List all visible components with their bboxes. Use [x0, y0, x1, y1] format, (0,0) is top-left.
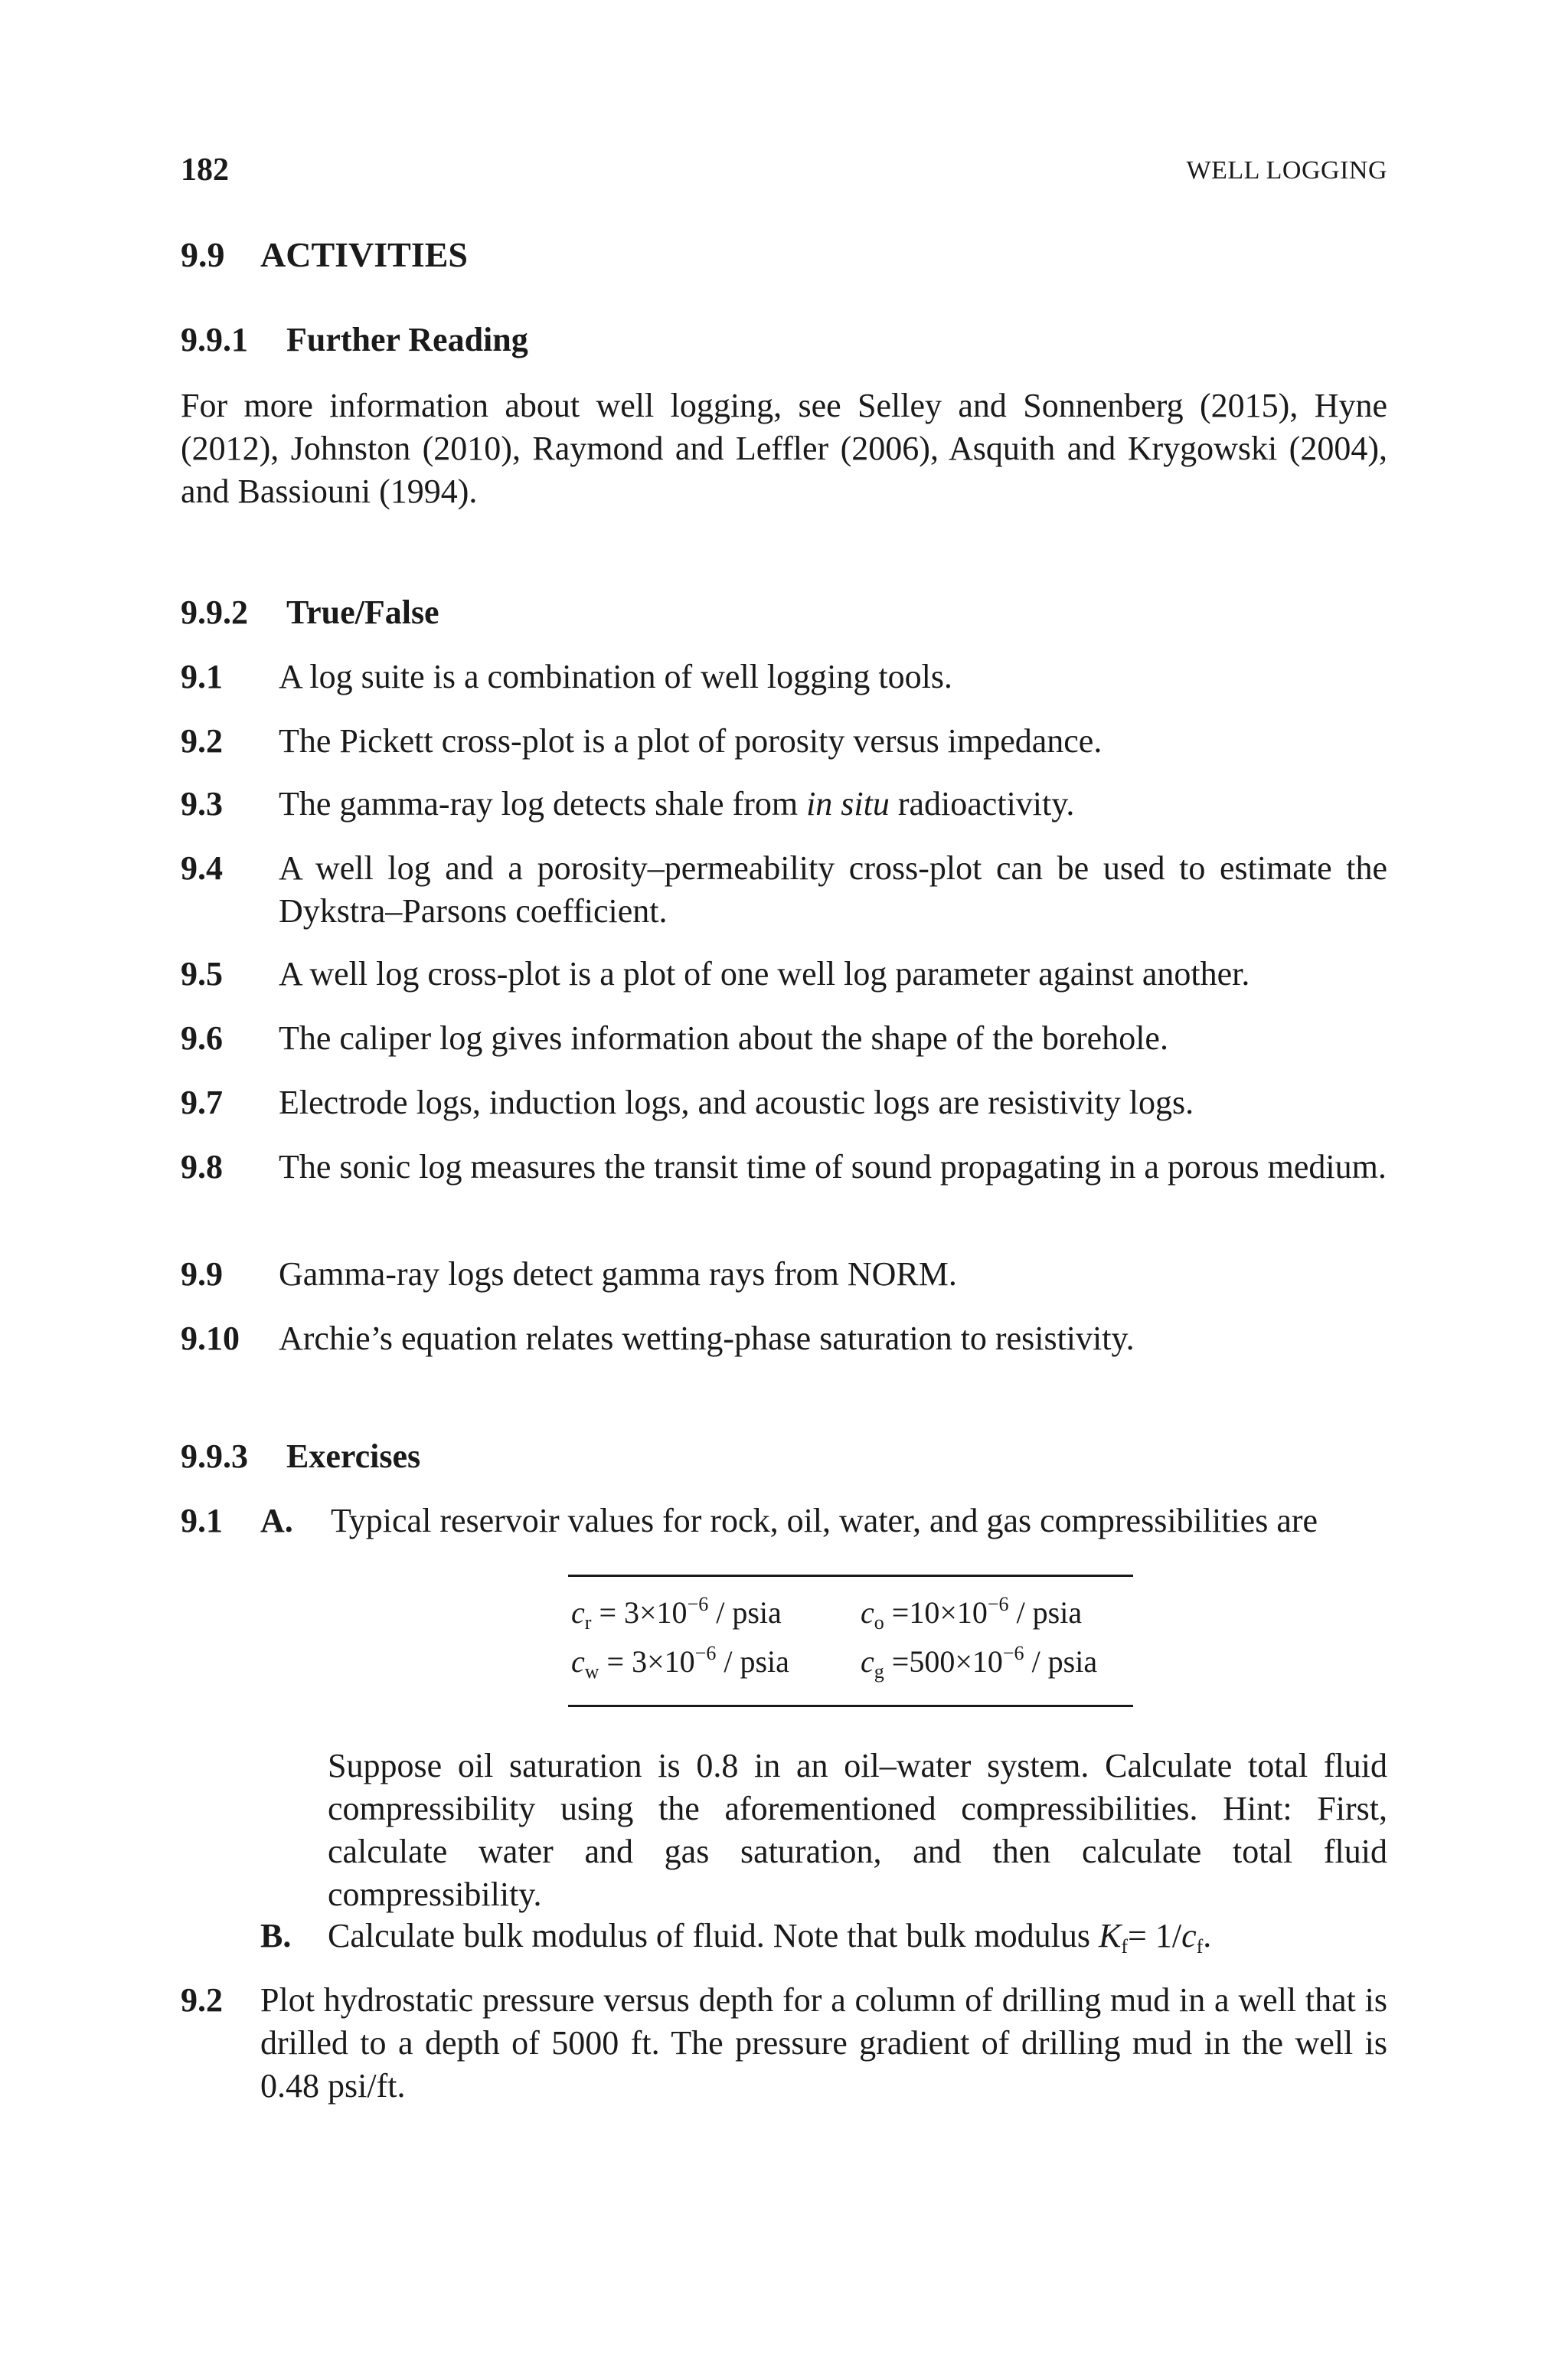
symbol-c: c: [1181, 1917, 1197, 1954]
table-top-rule: [568, 1575, 1133, 1577]
item-number: 9.2: [181, 722, 223, 760]
item-text: [279, 783, 1387, 826]
compressibility-cg: [861, 1642, 1098, 1683]
exercise-number: 9.1: [181, 1502, 223, 1539]
table-bottom-rule: [568, 1705, 1133, 1707]
item-text: The Pickett cross-plot is a plot of porosity versus impedance.: [279, 722, 1102, 760]
part-text: [328, 1915, 1211, 1958]
eq: = 3×10: [591, 1595, 688, 1630]
symbol-k-sub: f: [1121, 1935, 1129, 1958]
var: c: [861, 1644, 874, 1679]
item-text-part: radioactivity.: [889, 785, 1075, 823]
exp: −6: [694, 1642, 717, 1664]
item-number: 9.5: [181, 955, 223, 993]
item-text: The caliper log gives information about the shape of the borehole.: [279, 1019, 1168, 1057]
part-b-end: .: [1203, 1917, 1212, 1954]
part-b-eq: = 1/: [1128, 1917, 1182, 1954]
var: c: [571, 1595, 585, 1630]
symbol-c-sub: f: [1196, 1935, 1204, 1958]
exp: −6: [687, 1593, 709, 1615]
true-false-title: True/False: [286, 594, 439, 631]
exercises-number: 9.9.3: [181, 1437, 248, 1475]
var-sub: g: [874, 1660, 884, 1683]
eq: =10×10: [884, 1595, 988, 1630]
true-false-item: [181, 847, 1387, 933]
true-false-item: [181, 656, 1387, 698]
eq: = 3×10: [599, 1644, 695, 1679]
var: c: [571, 1644, 585, 1679]
section-heading: [181, 234, 468, 275]
unit: / psia: [1008, 1595, 1083, 1630]
item-text: The sonic log measures the transit time of sound propagating in a porous medium.: [279, 1148, 1387, 1186]
true-false-item: [181, 1146, 1387, 1189]
exercise-9-1-part-a-intro: [181, 1500, 1387, 1542]
exercise-9-2: [181, 1979, 1387, 2108]
exercise-text: Plot hydrostatic pressure versus depth for a column of drilling mud in a well that is drilled to a depth of 5000 ft. The pressure gradient of drilling mud in the well is 0.48 psi/ft.: [260, 1981, 1387, 2105]
part-intro: Typical reservoir values for rock, oil, water, and gas compressibilities are: [331, 1502, 1318, 1539]
part-label: A.: [260, 1502, 293, 1539]
true-false-number: 9.9.2: [181, 594, 248, 631]
page-number: 182: [181, 152, 229, 188]
item-number: 9.3: [181, 785, 223, 823]
true-false-heading: [181, 593, 439, 632]
unit: / psia: [716, 1644, 789, 1679]
section-number: 9.9: [181, 235, 225, 274]
item-number: 9.8: [181, 1148, 223, 1186]
item-text: Gamma-ray logs detect gamma rays from NORM.: [279, 1255, 957, 1293]
further-reading-title: Further Reading: [286, 321, 528, 358]
var-sub: o: [874, 1611, 884, 1634]
true-false-item: [181, 1253, 1387, 1296]
section-title: ACTIVITIES: [260, 235, 468, 274]
true-false-item: [181, 1081, 1387, 1124]
item-text-part: The gamma-ray log detects shale from: [279, 785, 807, 823]
item-text-italic: in situ: [806, 785, 890, 823]
item-number: 9.4: [181, 849, 223, 887]
exercises-heading: [181, 1437, 420, 1476]
var: c: [861, 1595, 874, 1630]
compressibility-cw: [571, 1642, 789, 1683]
var-sub: r: [584, 1611, 592, 1634]
true-false-item: [181, 783, 1387, 826]
compressibility-cr: [571, 1593, 782, 1634]
exercise-9-1-part-a-text: Suppose oil saturation is 0.8 in an oil–water system. Calculate total fluid compressibility using the aforementioned compressibilities. Hint: First, calculate water and gas saturation, and then calculate total fluid compressibility.: [328, 1747, 1387, 1913]
further-reading-heading: [181, 320, 528, 359]
unit: / psia: [1024, 1644, 1098, 1679]
exercise-number: 9.2: [181, 1981, 223, 2019]
item-text: Archie’s equation relates wetting-phase saturation to resistivity.: [279, 1320, 1135, 1357]
item-text: A well log cross-plot is a plot of one well log parameter against another.: [279, 955, 1250, 993]
true-false-item: [181, 953, 1387, 996]
exp: −6: [1002, 1642, 1024, 1664]
part-label: B.: [260, 1917, 292, 1954]
true-false-item: [181, 1017, 1387, 1060]
true-false-item: [181, 720, 1387, 763]
exp: −6: [987, 1593, 1009, 1615]
item-text: A well log and a porosity–permeability cross-plot can be used to estimate the Dykstra–Parsons coefficient.: [279, 849, 1387, 930]
further-reading-paragraph: For more information about well logging, see Selley and Sonnenberg (2015), Hyne (2012), Johnston (2010), Raymond and Leffler (2006), Asquith and Krygowski (2004), and Bassiouni (1994).: [181, 387, 1387, 510]
running-title: WELL LOGGING: [1186, 156, 1387, 185]
unit: / psia: [708, 1595, 782, 1630]
item-number: 9.10: [181, 1320, 240, 1357]
item-text: A log suite is a combination of well logging tools.: [279, 658, 952, 695]
item-number: 9.7: [181, 1084, 223, 1121]
eq: =500×10: [884, 1644, 1003, 1679]
item-number: 9.6: [181, 1019, 223, 1057]
var-sub: w: [584, 1660, 599, 1683]
further-reading-number: 9.9.1: [181, 321, 248, 358]
part-b-text: Calculate bulk modulus of fluid. Note that bulk modulus: [328, 1917, 1099, 1954]
exercise-9-1-part-b: [260, 1915, 1387, 1958]
exercises-title: Exercises: [286, 1437, 421, 1475]
item-number: 9.1: [181, 658, 223, 695]
symbol-k: K: [1099, 1917, 1122, 1954]
item-text: Electrode logs, induction logs, and acoustic logs are resistivity logs.: [279, 1084, 1194, 1121]
compressibility-co: [861, 1593, 1083, 1634]
true-false-item: [181, 1317, 1387, 1360]
item-number: 9.9: [181, 1255, 223, 1293]
